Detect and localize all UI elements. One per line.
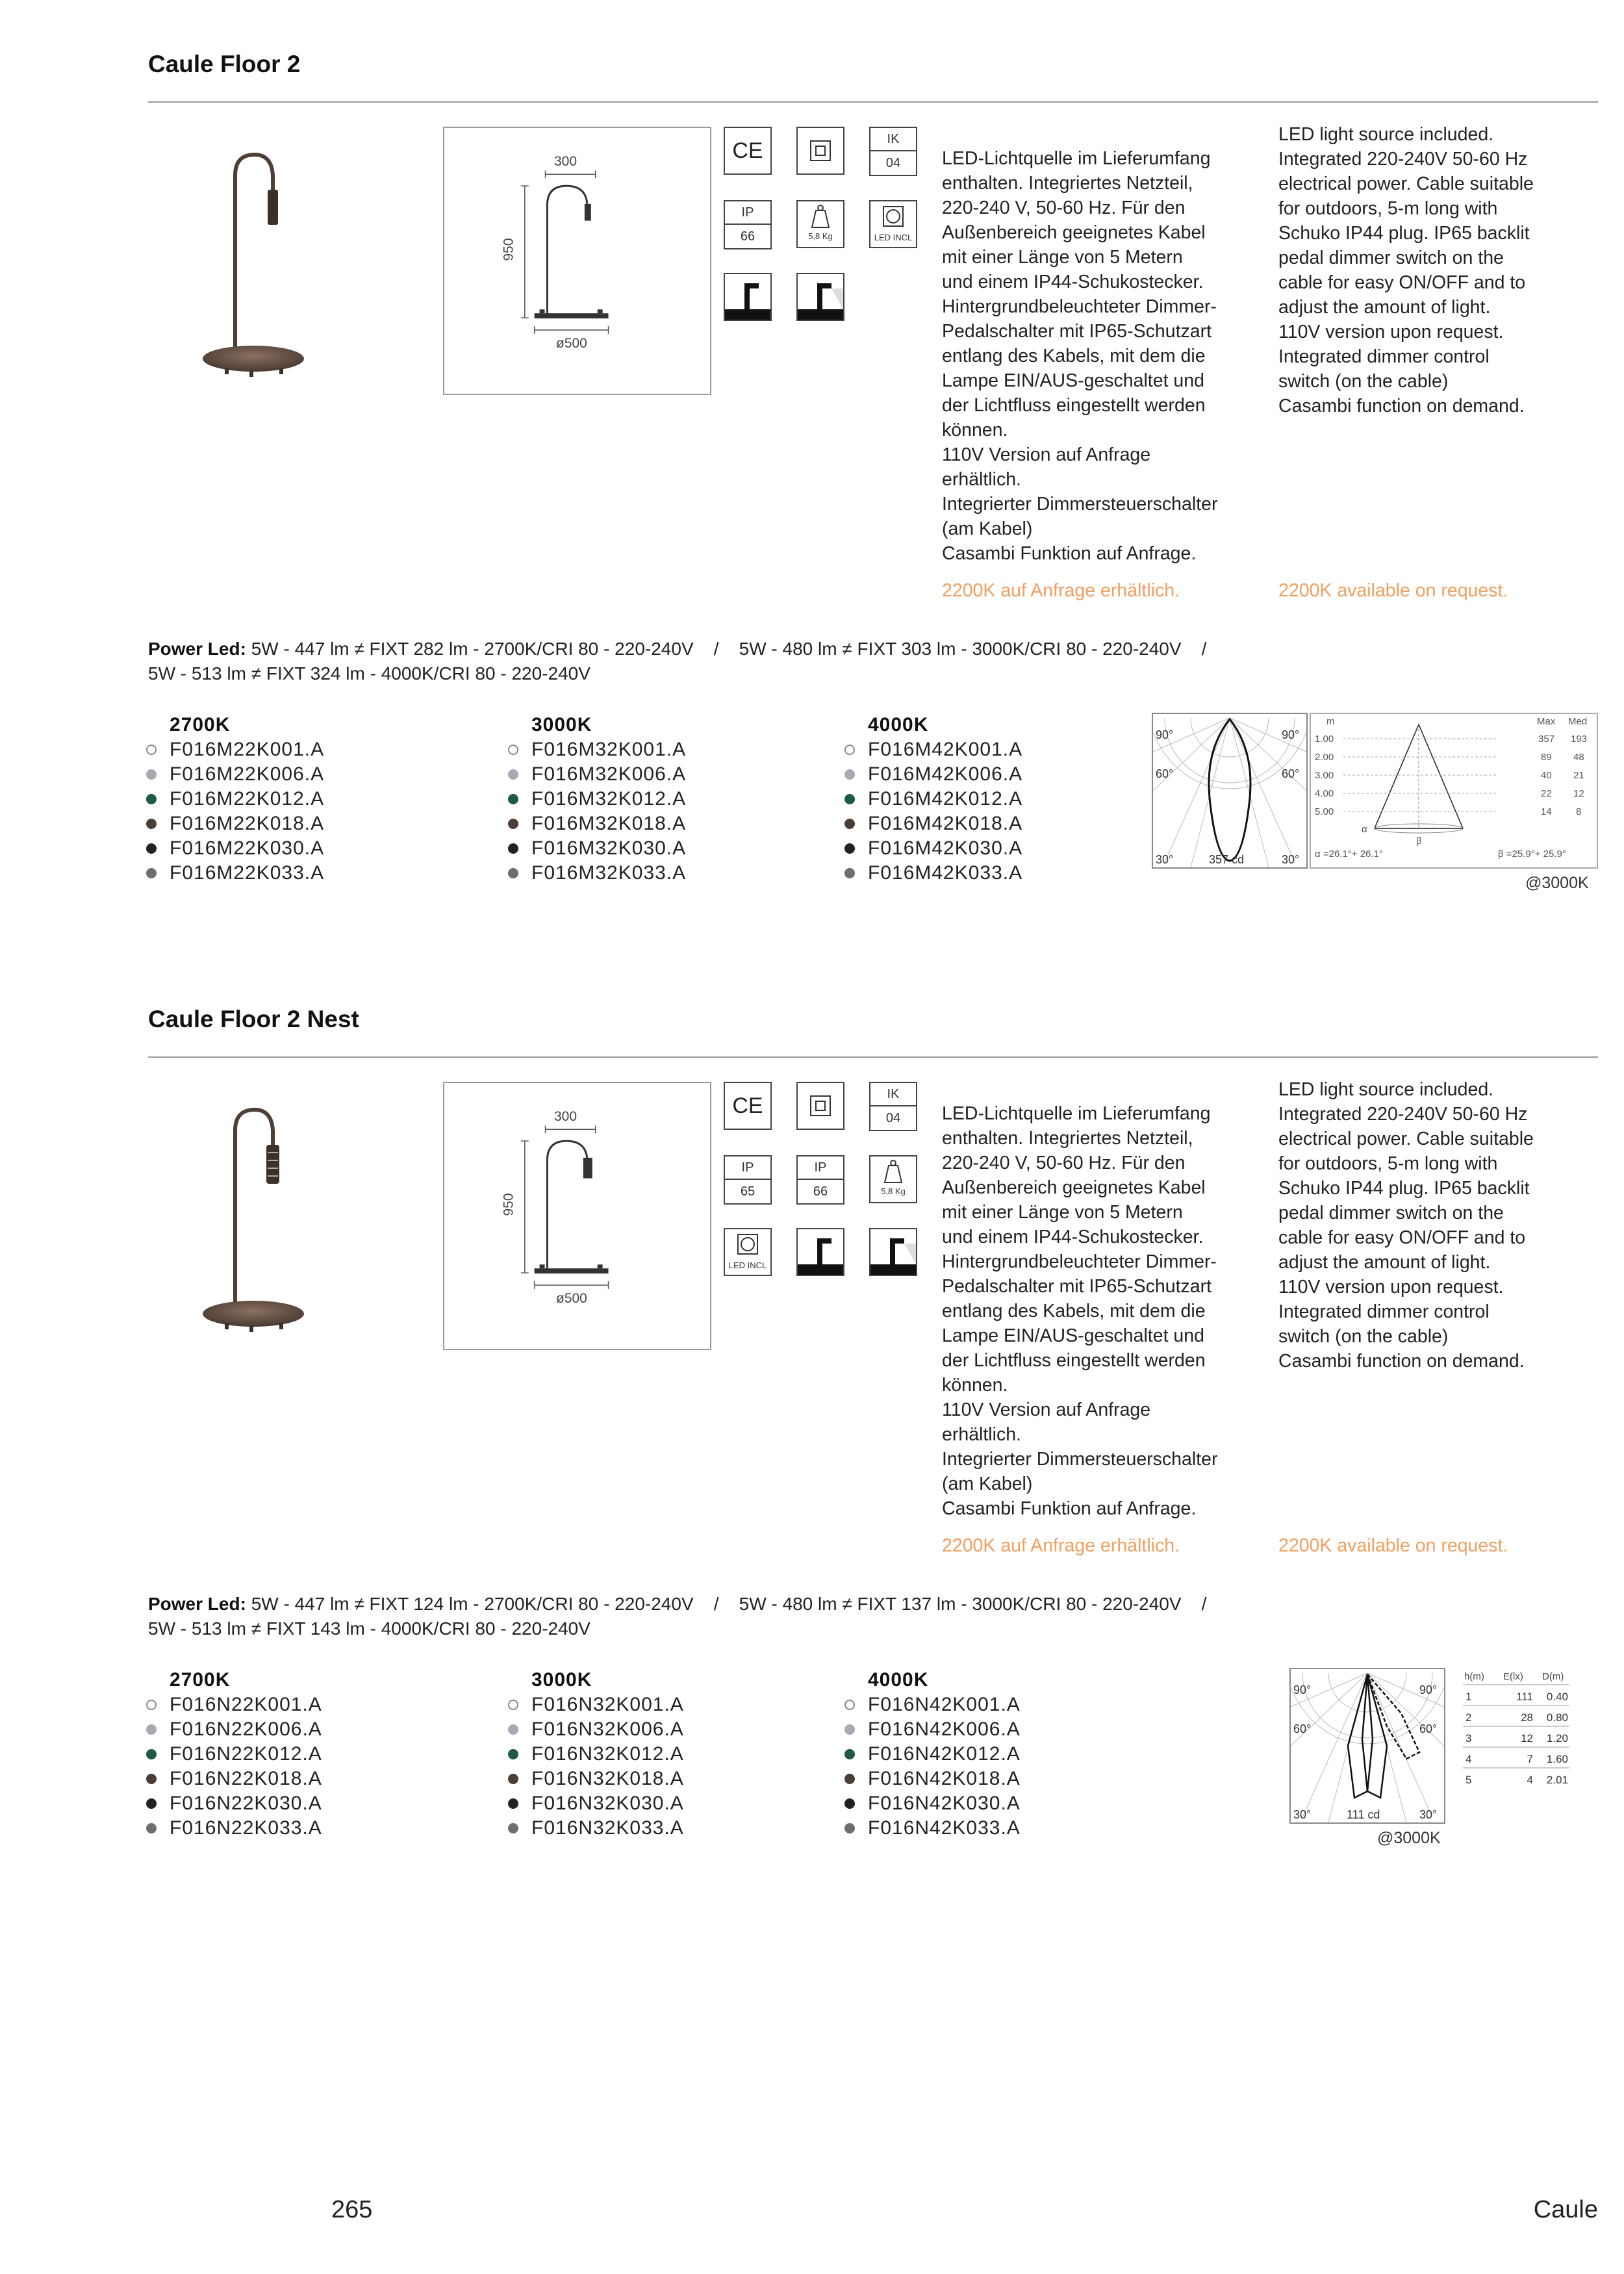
ip-value: 66 [740, 229, 755, 244]
ip-rating-icon-2 [796, 1155, 844, 1205]
dim-base: ø500 [556, 1291, 587, 1306]
finish-black-swatch [508, 843, 518, 854]
dim-width: 300 [554, 1109, 577, 1124]
product-caule-floor-2 [0, 0, 1624, 910]
product-code: F016N32K001.A [531, 1694, 684, 1715]
table-cell: 0.40 [1546, 1691, 1568, 1703]
polar-label-30-right: 30° [1419, 1808, 1438, 1821]
lamp-photo [195, 1105, 338, 1338]
product-code: F016M22K018.A [170, 813, 325, 834]
list-item [146, 1791, 322, 1816]
product-code: F016M32K030.A [531, 837, 687, 859]
list-item [508, 1791, 684, 1816]
product-code: F016N22K030.A [170, 1793, 322, 1814]
product-code: F016N42K030.A [868, 1793, 1021, 1814]
cone-beta: β =25.9°+ 25.9° [1498, 849, 1566, 860]
cone-alpha-symbol: α [1362, 824, 1367, 835]
product-caule-floor-2-nest [0, 955, 1624, 1865]
page-number: 265 [331, 2196, 373, 2223]
finish-brown-swatch [146, 1774, 157, 1784]
ce-mark-icon [724, 127, 772, 175]
finish-green-swatch [146, 1749, 157, 1759]
polar-label-90-left: 90° [1293, 1683, 1312, 1696]
led-included-label: LED INCL [728, 1260, 767, 1270]
table-cell: 1.60 [1546, 1753, 1568, 1765]
product-code: F016M22K012.A [170, 788, 325, 810]
dim-height: 950 [501, 238, 516, 261]
cone-h-5: 5.00 [1315, 806, 1334, 817]
temp-heading: 3000K [531, 714, 592, 735]
led-included-label: LED INCL [874, 233, 913, 242]
finish-grey-swatch [146, 1724, 157, 1735]
cone-max-5: 14 [1541, 806, 1552, 817]
dim-base: ø500 [556, 336, 587, 351]
dim-height: 950 [501, 1193, 516, 1216]
ik-value: 04 [885, 1111, 901, 1125]
list-item [146, 762, 324, 787]
cone-max-3: 40 [1541, 770, 1552, 781]
power-led-label: Power Led: [148, 1594, 246, 1614]
product-code: F016M22K006.A [170, 763, 325, 785]
ce-mark-icon [724, 1082, 772, 1130]
polar-diagram [1289, 1668, 1445, 1824]
note-2200k-de: 2200K auf Anfrage erhältlich. [942, 580, 1180, 601]
product-code: F016M22K030.A [170, 837, 325, 859]
list-item [146, 1693, 322, 1717]
list-item [844, 836, 1022, 861]
finish-grey-swatch [844, 769, 855, 780]
list-item [508, 1693, 684, 1717]
product-code: F016M22K033.A [170, 862, 325, 884]
product-code: F016M32K018.A [531, 813, 687, 834]
finish-white-swatch [844, 1700, 855, 1710]
finish-grey-swatch [508, 1724, 518, 1735]
table-cell: 28 [1521, 1711, 1533, 1724]
power-line-1: 5W - 447 lm ≠ FIXT 124 lm - 2700K/CRI 80 - 220-240V / 5W - 480 lm ≠ FIXT 137 lm - 3000K/CRI 80 - 220-240V / [246, 1594, 1207, 1614]
ip-value: 65 [740, 1184, 755, 1199]
cone-med-3: 21 [1573, 770, 1584, 781]
product-code: F016N22K001.A [170, 1694, 322, 1715]
list-item [146, 1742, 322, 1767]
list-item [508, 836, 686, 861]
polar-intensity: 111 cd [1347, 1808, 1380, 1821]
led-included-icon [724, 1228, 772, 1276]
polar-intensity: 357 cd [1209, 853, 1245, 866]
cone-h-1: 1.00 [1315, 734, 1334, 745]
ik-label: IK [870, 128, 916, 151]
product-code: F016N42K006.A [868, 1718, 1021, 1740]
table-cell: 0.80 [1546, 1711, 1568, 1724]
class-ii-insulation-icon [796, 1082, 844, 1130]
product-code: F016N42K001.A [868, 1694, 1021, 1715]
polar-label-60-right: 60° [1419, 1722, 1438, 1735]
list-item [508, 861, 686, 886]
light-direction-icon [869, 1228, 917, 1276]
product-code: F016N32K006.A [531, 1718, 684, 1740]
finish-green-swatch [146, 794, 157, 804]
list-item [844, 1767, 1021, 1791]
cone-alpha: α =26.1°+ 26.1° [1315, 849, 1383, 860]
table-cell: 1 [1465, 1691, 1472, 1703]
product-code: F016M42K001.A [868, 739, 1023, 760]
ik-value: 04 [885, 156, 901, 170]
illuminance-table [1462, 1668, 1572, 1798]
ip-value: 66 [813, 1184, 828, 1199]
ip-label: IP [725, 201, 770, 225]
codes-4000k [844, 1668, 1021, 1841]
product-code: F016M42K033.A [868, 862, 1023, 884]
temp-heading: 4000K [868, 714, 929, 735]
weight-value: 5,8 Kg [881, 1186, 906, 1196]
list-item [146, 1767, 322, 1791]
codes-4000k [844, 713, 1022, 886]
finish-anthracite-swatch [844, 868, 855, 878]
cone-med-4: 12 [1573, 788, 1584, 799]
product-title: Caule Floor 2 [148, 51, 301, 77]
power-line-2: 5W - 513 lm ≠ FIXT 143 lm - 4000K/CRI 80 - 220-240V [148, 1618, 590, 1639]
product-code: F016N22K033.A [170, 1817, 322, 1839]
floor-mount-icon [796, 1228, 844, 1276]
list-item [508, 811, 686, 836]
product-code: F016M22K001.A [170, 739, 325, 760]
description-de: LED-Lichtquelle im Lieferumfang enthalten. Integriertes Netzteil, 220-240 V, 50-60 Hz. Für den Außenbereich geeignetes Kabel mit einer Länge von 5 Metern und einem IP44-Schukostecker. Hintergrundbeleuchteter Dimmer- Pedalschalter mit IP65-Schutzart entlang des Kabels, mit dem die Lampe EIN/AUS-geschaltet und der Lichtfluss eingestellt werden können. 110V Version auf Anfrage erhältlich. Integrierter Dimmersteuerschalter (am Kabel) Casambi Funktion auf Anfrage. [942, 1103, 1218, 1519]
cone-med-2: 48 [1573, 752, 1584, 763]
codes-3000k [508, 1668, 684, 1841]
finish-anthracite-swatch [146, 868, 157, 878]
finish-anthracite-swatch [844, 1823, 855, 1833]
svg-text:CE: CE [732, 1093, 763, 1118]
ip-rating-icon [724, 1155, 772, 1205]
list-item [844, 1791, 1021, 1816]
list-item [146, 836, 324, 861]
list-item [844, 737, 1022, 762]
product-code: F016N42K012.A [868, 1743, 1021, 1765]
cone-h-3: 3.00 [1315, 770, 1334, 781]
cone-max-2: 89 [1541, 752, 1552, 763]
section-divider [148, 101, 1598, 103]
list-item [146, 861, 324, 886]
cone-diagram [1310, 713, 1598, 869]
ip-label: IP [725, 1156, 770, 1180]
list-item [146, 1717, 322, 1742]
dim-width: 300 [554, 154, 577, 169]
temp-heading: 2700K [170, 714, 231, 735]
finish-black-swatch [508, 1798, 518, 1809]
product-code: F016M42K006.A [868, 763, 1023, 785]
note-2200k-en: 2200K available on request. [1278, 1535, 1508, 1556]
product-code: F016N22K018.A [170, 1768, 322, 1789]
list-item [146, 787, 324, 811]
product-code: F016N42K018.A [868, 1768, 1021, 1789]
ik-rating-icon [869, 127, 917, 176]
list-item [844, 787, 1022, 811]
finish-brown-swatch [146, 819, 157, 829]
finish-green-swatch [844, 794, 855, 804]
finish-white-swatch [508, 745, 518, 755]
finish-anthracite-swatch [146, 1823, 157, 1833]
section-divider [148, 1056, 1598, 1058]
table-cell: 2.01 [1546, 1774, 1568, 1786]
temp-heading: 2700K [170, 1669, 231, 1691]
table-head-d: D(m) [1542, 1671, 1564, 1682]
list-item [508, 1742, 684, 1767]
polar-label-60-left: 60° [1293, 1722, 1312, 1735]
polar-label-60-left: 60° [1156, 767, 1174, 780]
list-item [844, 1816, 1021, 1841]
weight-value: 5,8 Kg [808, 231, 833, 241]
cone-max-1: 357 [1538, 734, 1555, 745]
ip-rating-icon [724, 200, 772, 249]
product-code: F016N32K018.A [531, 1768, 684, 1789]
power-led-spec [148, 1592, 1206, 1641]
finish-white-swatch [146, 745, 157, 755]
finish-grey-swatch [146, 769, 157, 780]
polar-label-60-right: 60° [1282, 767, 1300, 780]
product-code: F016N32K033.A [531, 1817, 684, 1839]
polar-label-90-right: 90° [1282, 728, 1300, 741]
floor-mount-icon [724, 273, 772, 321]
product-code: F016M32K033.A [531, 862, 687, 884]
dimension-drawing [443, 1082, 711, 1350]
finish-black-swatch [146, 1798, 157, 1809]
product-code: F016N22K006.A [170, 1718, 322, 1740]
product-code: F016N32K030.A [531, 1793, 684, 1814]
finish-green-swatch [508, 794, 518, 804]
led-included-icon [869, 200, 917, 248]
ik-label: IK [870, 1083, 916, 1106]
polar-label-30-left: 30° [1293, 1808, 1312, 1821]
ip-label: IP [798, 1156, 843, 1180]
product-code: F016N42K033.A [868, 1817, 1021, 1839]
codes-3000k [508, 713, 686, 886]
weight-icon [869, 1155, 917, 1203]
finish-white-swatch [146, 1700, 157, 1710]
list-item [844, 811, 1022, 836]
product-code: F016M32K006.A [531, 763, 687, 785]
finish-anthracite-swatch [508, 868, 518, 878]
table-cell: 7 [1527, 1753, 1533, 1765]
list-item [844, 1742, 1021, 1767]
cone-med-head: Med [1568, 716, 1588, 727]
codes-2700k [146, 713, 324, 886]
light-direction-icon [796, 273, 844, 321]
product-code: F016M42K018.A [868, 813, 1023, 834]
power-led-spec [148, 637, 1206, 686]
product-code: F016N32K012.A [531, 1743, 684, 1765]
cone-max-4: 22 [1541, 788, 1552, 799]
power-line-2: 5W - 513 lm ≠ FIXT 324 lm - 4000K/CRI 80 - 220-240V [148, 663, 590, 683]
list-item [146, 737, 324, 762]
power-led-label: Power Led: [148, 639, 246, 659]
polar-label-90-right: 90° [1419, 1683, 1438, 1696]
finish-white-swatch [508, 1700, 518, 1710]
finish-grey-swatch [844, 1724, 855, 1735]
polar-diagram [1152, 713, 1308, 869]
list-item [844, 762, 1022, 787]
power-line-1: 5W - 447 lm ≠ FIXT 282 lm - 2700K/CRI 80 - 220-240V / 5W - 480 lm ≠ FIXT 303 lm - 3000K/CRI 80 - 220-240V / [246, 639, 1207, 659]
photometry-caption: @3000K [1525, 874, 1589, 892]
weight-icon [796, 200, 844, 248]
temp-heading: 3000K [531, 1669, 592, 1691]
product-code: F016M42K012.A [868, 788, 1023, 810]
dimension-drawing [443, 127, 711, 395]
table-cell: 5 [1465, 1774, 1472, 1786]
finish-anthracite-swatch [508, 1823, 518, 1833]
table-cell: 1.20 [1546, 1732, 1568, 1744]
list-item [844, 861, 1022, 886]
table-cell: 4 [1465, 1753, 1472, 1765]
description-en: LED light source included. Integrated 220-240V 50-60 Hz electrical power. Cable suitable for outdoors, 5-m long with Schuko IP44 plug. IP65 backlit pedal dimmer switch on the cable for easy ON/OFF and to adjust the amount of light. 110V version upon request. Integrated dimmer control switch (on the cable) Casambi function on demand. [1278, 1079, 1534, 1372]
product-title: Caule Floor 2 Nest [148, 1006, 359, 1032]
list-item [508, 1717, 684, 1742]
collection-name: Caule [1533, 2196, 1598, 2223]
finish-brown-swatch [508, 1774, 518, 1784]
finish-black-swatch [146, 843, 157, 854]
cone-unit: m [1326, 716, 1335, 727]
table-cell: 12 [1521, 1732, 1533, 1744]
product-code: F016M32K012.A [531, 788, 687, 810]
list-item [844, 1693, 1021, 1717]
cone-h-4: 4.00 [1315, 788, 1334, 799]
table-head-h: h(m) [1464, 1671, 1484, 1682]
list-item [146, 1816, 322, 1841]
cone-beta-symbol: β [1416, 836, 1422, 847]
list-item [508, 787, 686, 811]
finish-brown-swatch [508, 819, 518, 829]
class-ii-insulation-icon [796, 127, 844, 175]
table-head-e: E(lx) [1503, 1671, 1523, 1682]
list-item [146, 811, 324, 836]
table-cell: 2 [1465, 1711, 1472, 1724]
temp-heading: 4000K [868, 1669, 929, 1691]
polar-label-90-left: 90° [1156, 728, 1174, 741]
cone-med-1: 193 [1571, 734, 1588, 745]
table-cell: 3 [1465, 1732, 1472, 1744]
finish-black-swatch [844, 1798, 855, 1809]
finish-green-swatch [844, 1749, 855, 1759]
list-item [508, 1767, 684, 1791]
product-code: F016M32K001.A [531, 739, 687, 760]
finish-black-swatch [844, 843, 855, 854]
lamp-photo [195, 149, 338, 383]
svg-text:CE: CE [732, 138, 763, 163]
finish-green-swatch [508, 1749, 518, 1759]
cone-max-head: Max [1537, 716, 1556, 727]
finish-brown-swatch [844, 1774, 855, 1784]
product-code: F016N22K012.A [170, 1743, 322, 1765]
description-en: LED light source included. Integrated 220-240V 50-60 Hz electrical power. Cable suitable for outdoors, 5-m long with Schuko IP44 plug. IP65 backlit pedal dimmer switch on the cable for easy ON/OFF and to adjust the amount of light. 110V version upon request. Integrated dimmer control switch (on the cable) Casambi function on demand. [1278, 124, 1534, 416]
product-code: F016M42K030.A [868, 837, 1023, 859]
table-cell: 4 [1527, 1774, 1533, 1786]
finish-grey-swatch [508, 769, 518, 780]
cone-med-5: 8 [1576, 806, 1582, 817]
list-item [508, 737, 686, 762]
codes-2700k [146, 1668, 322, 1841]
note-2200k-en: 2200K available on request. [1278, 580, 1508, 601]
ik-rating-icon [869, 1082, 917, 1131]
list-item [508, 1816, 684, 1841]
polar-label-30-right: 30° [1282, 853, 1300, 866]
list-item [844, 1717, 1021, 1742]
table-cell: 111 [1516, 1691, 1533, 1703]
cone-h-2: 2.00 [1315, 752, 1334, 763]
finish-white-swatch [844, 745, 855, 755]
polar-label-30-left: 30° [1156, 853, 1174, 866]
list-item [508, 762, 686, 787]
description-de: LED-Lichtquelle im Lieferumfang enthalten. Integriertes Netzteil, 220-240 V, 50-60 Hz. Für den Außenbereich geeignetes Kabel mit einer Länge von 5 Metern und einem IP44-Schukostecker. Hintergrundbeleuchteter Dimmer- Pedalschalter mit IP65-Schutzart entlang des Kabels, mit dem die Lampe EIN/AUS-geschaltet und der Lichtfluss eingestellt werden können. 110V Version auf Anfrage erhältlich. Integrierter Dimmersteuerschalter (am Kabel) Casambi Funktion auf Anfrage. [942, 148, 1218, 564]
finish-brown-swatch [844, 819, 855, 829]
photometry-caption: @3000K [1377, 1829, 1441, 1847]
note-2200k-de: 2200K auf Anfrage erhältlich. [942, 1535, 1180, 1556]
